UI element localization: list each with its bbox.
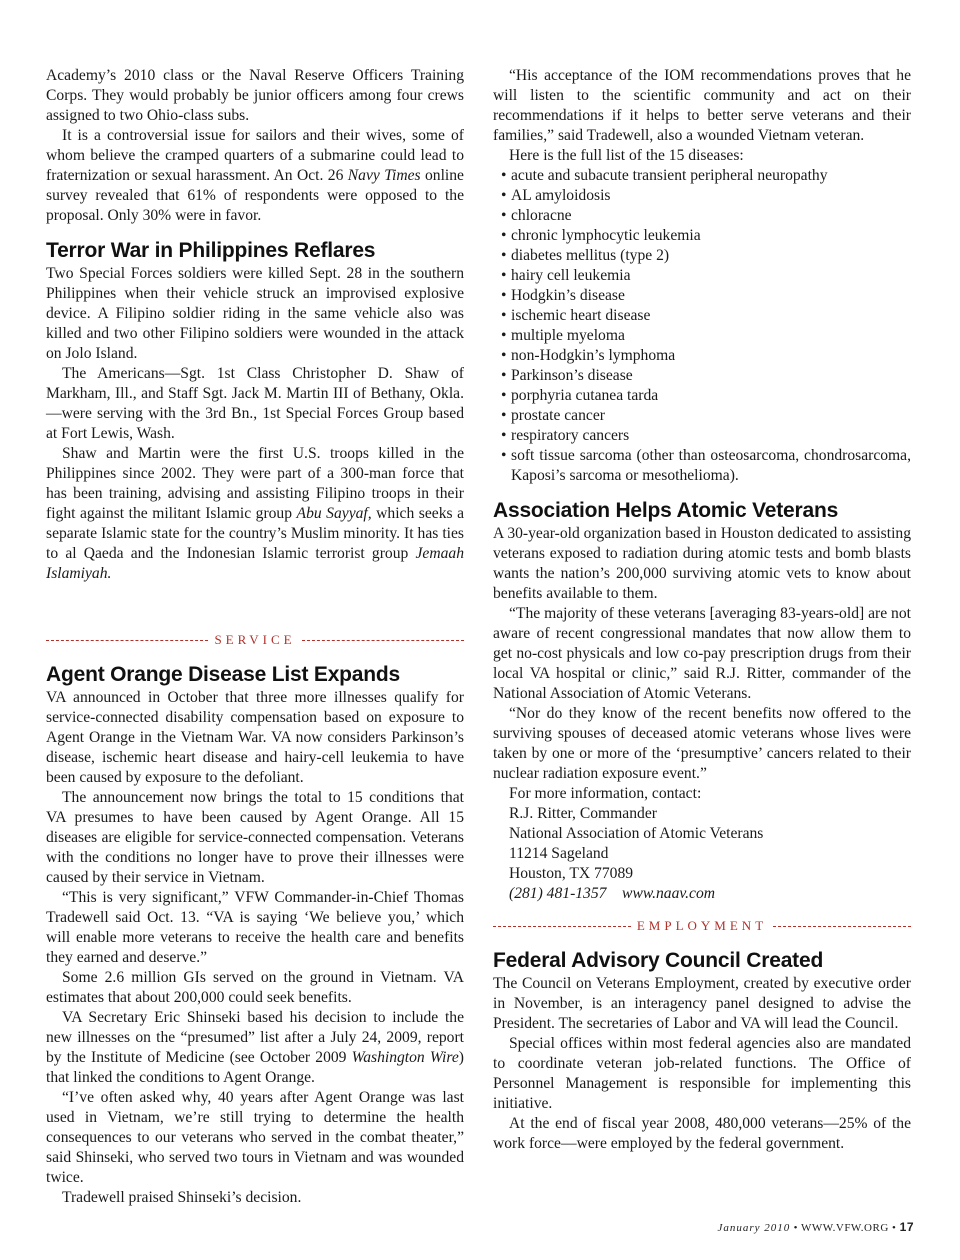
list-item: • chronic lymphocytic leukemia: [501, 227, 701, 244]
left-column: [46, 66, 464, 1208]
list-item: • AL amyloidosis: [501, 187, 611, 204]
contact-website: www.naav.com: [622, 885, 716, 902]
list-item: • soft tissue sarcoma (other than osteosarcoma, chondrosarcoma, Kaposi’s sarcoma or mesothelioma).: [501, 447, 911, 484]
list-item: • hairy cell leukemia: [501, 267, 631, 284]
paragraph: A 30-year-old organization based in Houston dedicated to assisting veterans exposed to radiation during atomic tests and bomb blasts wants the nation’s 200,000 surviving atomic vets to know about benefits available to them.: [493, 525, 911, 602]
contact-block: [493, 784, 911, 904]
paragraph: Here is the full list of the 15 diseases:: [509, 147, 744, 164]
list-item: • respiratory cancers: [501, 427, 630, 444]
section-label: SERVICE: [214, 632, 296, 647]
page-footer: [718, 1220, 914, 1234]
paragraph: Two Special Forces soldiers were killed Sept. 28 in the southern Philippines when their vehicle struck an improvised explosive device. A Filipino soldier riding in the same vehicle also was killed and two other Filipino soldiers were wounded in the attack on Jolo Island.: [46, 265, 464, 362]
contact-phone: (281) 481-1357: [509, 885, 607, 902]
contact-name: R.J. Ritter, Commander: [509, 805, 657, 822]
list-item: • acute and subacute transient peripheral neuropathy: [501, 167, 828, 184]
section-divider-service: [46, 630, 464, 650]
paragraph: Special offices within most federal agencies also are mandated to coordinate veteran job-related functions. The Office of Personnel Management is responsible for implementing this initiative.: [493, 1035, 911, 1112]
paragraph: It is a controversial issue for sailors and their wives, some of whom believe the cramped quarters of a submarine could lead to fraternization or sexual harassment. An Oct. 26 Navy Times online survey revealed that 61% of respondents were opposed to the proposal. Only 30% were in favor.: [46, 127, 464, 224]
disease-list: [493, 166, 911, 486]
paragraph: The Americans—Sgt. 1st Class Christopher D. Shaw of Markham, Ill., and Staff Sgt. Jack M. Martin III of Bethany, Okla.—were serving with the 3rd Bn., 1st Special Forces Group based at Fort Lewis, Wash.: [46, 365, 464, 442]
footer-separator: •: [793, 1222, 798, 1234]
paragraph: VA Secretary Eric Shinseki based his decision to include the new illnesses on the “presumed” list after a July 24, 2009, report by the Institute of Medicine (see October 2009 Washington Wire) that linked the conditions to Agent Orange.: [46, 1009, 464, 1086]
paragraph: VA announced in October that three more illnesses qualify for service-connected disability compensation based on exposure to Agent Orange in the Vietnam War. VA now considers Parkinson’s disease, ischemic heart disease and hairy-cell leukemia to have been caused by exposure to the defoliant.: [46, 689, 464, 786]
paragraph: Tradewell praised Shinseki’s decision.: [62, 1189, 302, 1206]
section-label: EMPLOYMENT: [636, 918, 768, 933]
list-item: • multiple myeloma: [501, 327, 625, 344]
website: WWW.VFW.ORG: [800, 1222, 889, 1234]
paragraph: At the end of fiscal year 2008, 480,000 veterans—25% of the work force—were employed by the federal government.: [493, 1115, 911, 1152]
list-item: • Parkinson’s disease: [501, 367, 633, 384]
paragraph: The Council on Veterans Employment, created by executive order in November, is an interagency panel designed to advise the President. The secretaries of Labor and VA will lead the Council.: [493, 975, 911, 1032]
list-item: • prostate cancer: [501, 407, 605, 424]
paragraph: Shaw and Martin were the first U.S. troops killed in the Philippines since 2002. They were part of a 300-man force that has been training, advising and assisting Filipino troops in their fight against the militant Islamic group Abu Sayyaf, which seeks a separate Islamic state for the country’s Muslim minority. It has ties to al Qaeda and the Indonesian Islamic terrorist group Jemaah Islamiyah.: [46, 445, 465, 582]
headline-terror-war: Terror War in Philippines Reflares: [46, 239, 376, 262]
paragraph: The announcement now brings the total to 15 conditions that VA presumes to have been caused by Agent Orange. All 15 diseases are eligible for service-connected compensation. Veterans with the conditions no longer have to prove their illnesses were caused by their service in Vietnam.: [46, 789, 464, 886]
paragraph: Academy’s 2010 class or the Naval Reserve Officers Training Corps. They would probably be junior officers among four crews assigned to two Ohio-class subs.: [46, 67, 464, 124]
headline-federal-council: Federal Advisory Council Created: [493, 949, 824, 972]
list-item: • Hodgkin’s disease: [501, 287, 625, 304]
paragraph: “The majority of these veterans [averaging 83-years-old] are not aware of recent congressional mandates that now allow them to get no-cost physicals and low co-pay prescription drugs from their local VA hospital or clinic,” said R.J. Ritter, commander of the National Association of Atomic Veterans.: [493, 605, 911, 702]
section-divider-employment: [493, 916, 911, 936]
paragraph: “This is very significant,” VFW Commander-in-Chief Thomas Tradewell said Oct. 13. “VA is saying ‘We believe you,’ which will enable more veterans to receive the health care and benefits they earned and deserve.”: [46, 889, 464, 966]
list-item: • non-Hodgkin’s lymphoma: [501, 347, 676, 364]
list-item: • diabetes mellitus (type 2): [501, 247, 670, 264]
issue-date: January 2010: [717, 1222, 791, 1234]
headline-agent-orange: Agent Orange Disease List Expands: [46, 663, 401, 686]
headline-atomic-veterans: Association Helps Atomic Veterans: [493, 499, 839, 522]
contact-phone-web: [493, 884, 911, 904]
contact-street: 11214 Sageland: [509, 845, 609, 862]
paragraph: “I’ve often asked why, 40 years after Agent Orange was last used in Vietnam, we’re still trying to determine the health consequences to our veterans who served in the combat theater,” said Shinseki, who served two tours in Vietnam and was wounded twice.: [46, 1089, 464, 1186]
paragraph: “Nor do they know of the recent benefits now offered to the surviving spouses of deceased atomic veterans whose lives were taken by one or more of the ‘presumptive’ cancers related to their nuclear radiation exposure event.”: [493, 705, 911, 782]
right-column: [493, 66, 911, 1154]
contact-city: Houston, TX 77089: [509, 865, 634, 882]
list-item: • ischemic heart disease: [501, 307, 651, 324]
paragraph: Some 2.6 million GIs served on the ground in Vietnam. VA estimates that about 200,000 could seek benefits.: [46, 969, 464, 1006]
paragraph: “His acceptance of the IOM recommendations proves that he will listen to the scientific community and act on their recommendations if it helps to better serve veterans and their families,” said Tradewell, also a wounded Vietnam veteran.: [493, 67, 911, 144]
contact-organization: National Association of Atomic Veterans: [509, 825, 764, 842]
footer-separator: •: [892, 1222, 897, 1234]
list-item: • chloracne: [501, 207, 572, 224]
list-item: • porphyria cutanea tarda: [501, 387, 659, 404]
contact-intro: For more information, contact:: [509, 785, 702, 802]
page-number: 17: [899, 1220, 914, 1234]
